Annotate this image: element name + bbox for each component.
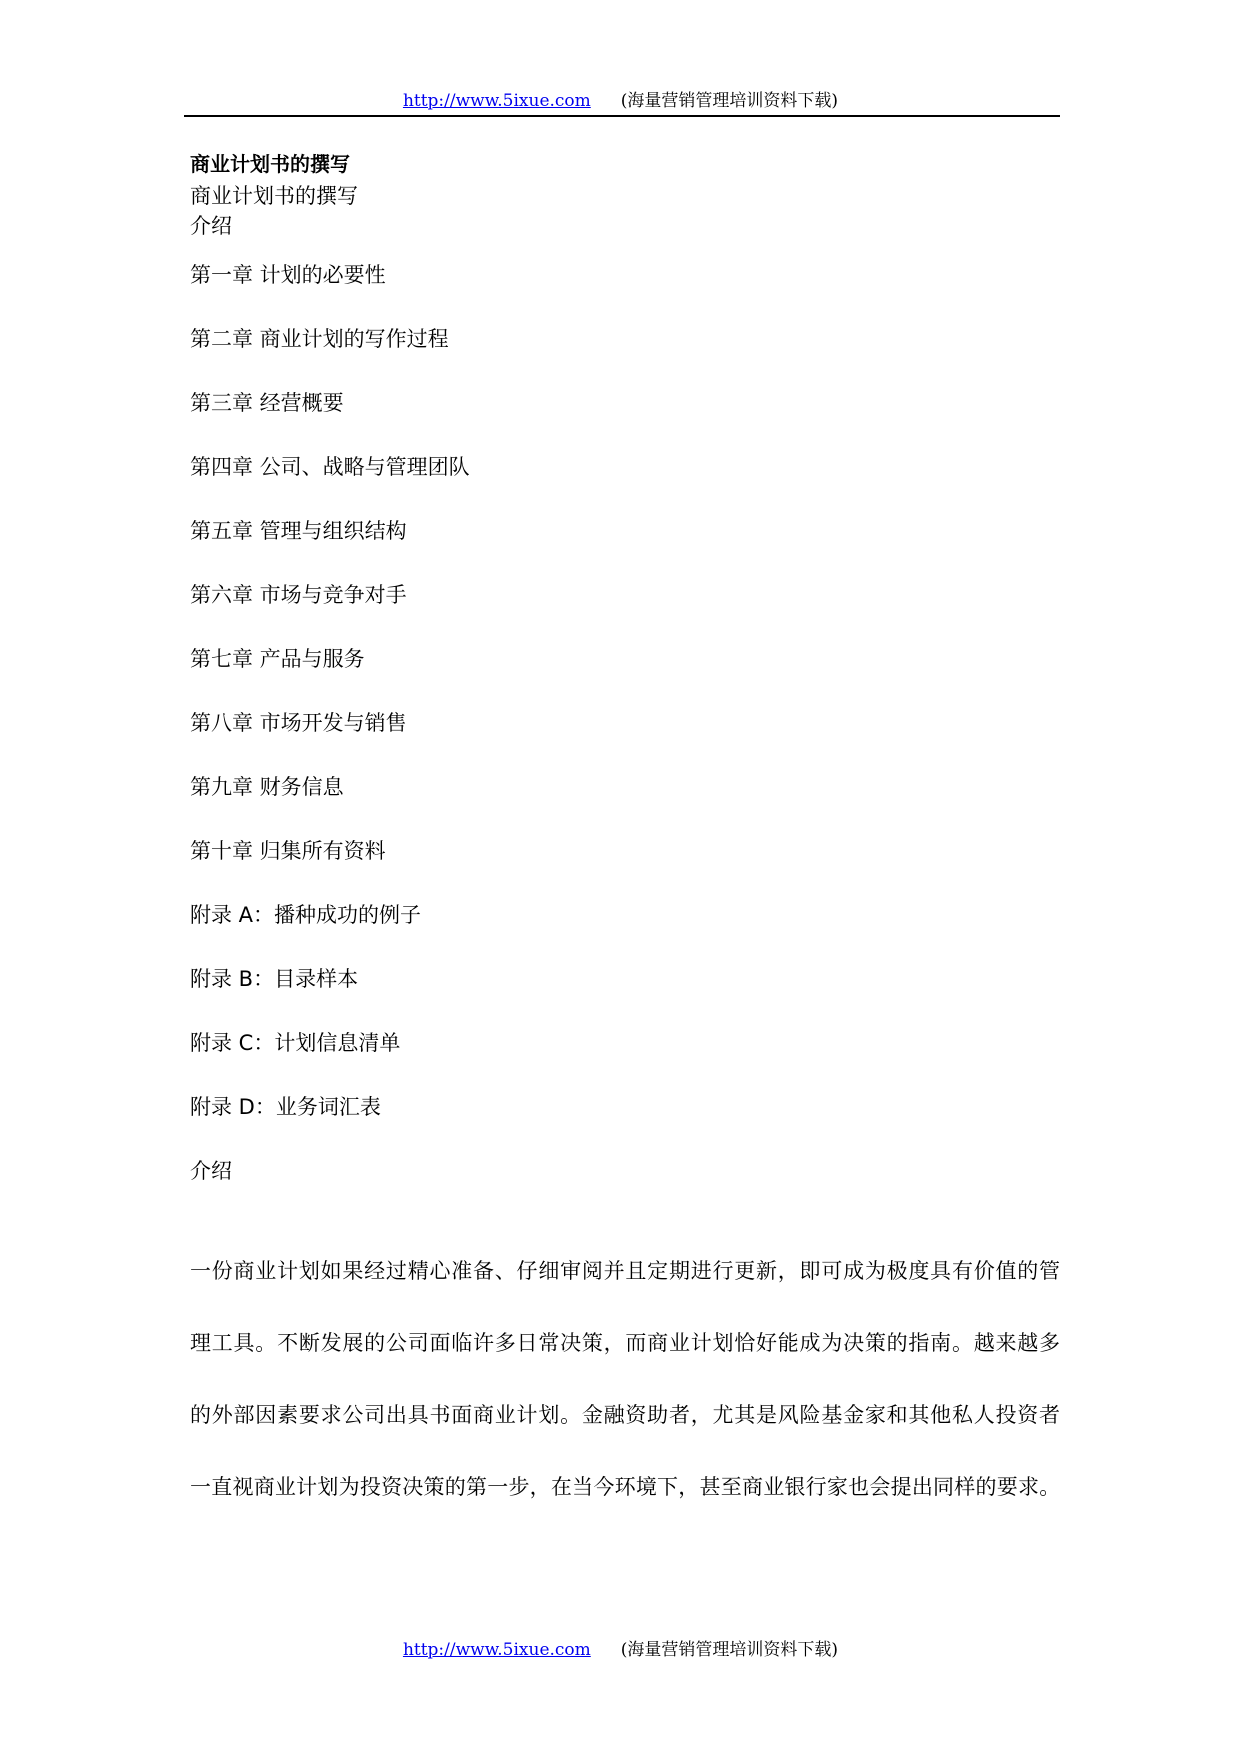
toc-item: 第四章 公司、战略与管理团队	[190, 455, 470, 479]
toc-item: 第五章 管理与组织结构	[190, 519, 407, 543]
footer-note: (海量营销管理培训资料下载)	[620, 1640, 839, 1660]
toc-item: 附录 D：业务词汇表	[190, 1095, 381, 1119]
toc-item: 第八章 市场开发与销售	[190, 711, 407, 735]
intro-heading: 介绍	[190, 1159, 232, 1183]
toc-item: 附录 A：播种成功的例子	[190, 903, 422, 927]
paragraph-line: 理工具。不断发展的公司面临许多日常决策，而商业计划恰好能成为决策的指南。越来越多	[190, 1331, 1061, 1355]
toc-item: 第九章 财务信息	[190, 775, 344, 799]
toc-item: 第十章 归集所有资料	[190, 839, 386, 863]
header-note: (海量营销管理培训资料下载)	[620, 91, 839, 111]
page-footer	[0, 1639, 1241, 1661]
paragraph-line: 的外部因素要求公司出具书面商业计划。金融资助者，尤其是风险基金家和其他私人投资者	[190, 1403, 1061, 1427]
toc-item: 第二章 商业计划的写作过程	[190, 327, 449, 351]
toc-item: 附录 C：计划信息清单	[190, 1031, 401, 1055]
toc-item: 第六章 市场与竞争对手	[190, 583, 407, 607]
page-header	[0, 90, 1241, 112]
header-link[interactable]: http://www.5ixue.com	[402, 91, 591, 111]
toc-item: 第七章 产品与服务	[190, 647, 365, 671]
document-title: 商业计划书的撰写	[190, 184, 358, 208]
footer-link[interactable]: http://www.5ixue.com	[402, 1640, 591, 1660]
toc-item: 第三章 经营概要	[190, 391, 344, 415]
header-divider	[184, 115, 1060, 117]
paragraph-line: 一直视商业计划为投资决策的第一步，在当今环境下，甚至商业银行家也会提出同样的要求。	[190, 1475, 1061, 1499]
intro-label: 介绍	[190, 214, 232, 238]
document-title-bold: 商业计划书的撰写	[190, 152, 350, 176]
toc-item: 附录 B：目录样本	[190, 967, 359, 991]
paragraph-line: 一份商业计划如果经过精心准备、仔细审阅并且定期进行更新，即可成为极度具有价值的管	[190, 1259, 1061, 1283]
toc-item: 第一章 计划的必要性	[190, 263, 386, 287]
